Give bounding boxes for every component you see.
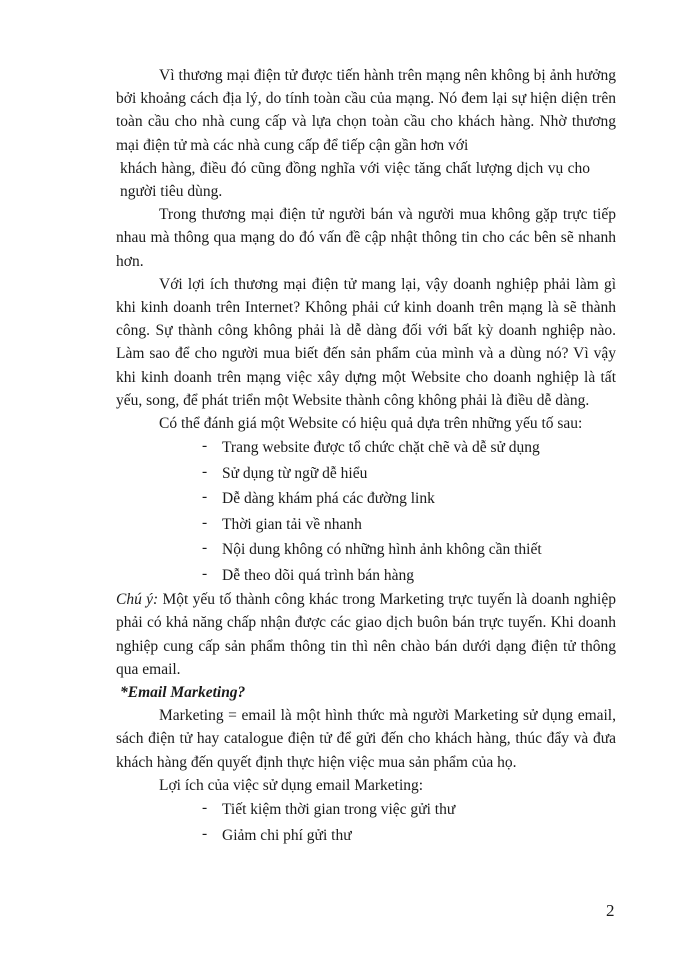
website-criteria-list [116,435,616,588]
bullet-dash: - [202,799,208,817]
bullet-dash: - [202,824,208,842]
paragraph-email-marketing-definition: Marketing = email là một hình thức mà người Marketing sử dụng email, sách điện tử hay catalogue điện tử để gửi đến cho khách hàng, thúc đẩy và đưa khách hàng đến quyết định thực hiện việc mua sản phẩm của họ. [116,707,616,771]
list-item: - Tiết kiệm thời gian trong việc gửi thư [202,797,616,823]
bullet-dash: - [202,488,208,506]
note-text: Một yếu tố thành công khác trong Marketing trực tuyến là doanh nghiệp phải có khả năng chấp nhận được các giao dịch buôn bán trực tuyến. Khi doanh nghiệp cung cấp sản phẩm thông tin thì nên chào bán dưới dạng điện tử thông qua email. [116,591,616,678]
page-body [116,64,616,848]
paragraph-direct-trade: Trong thương mại điện tử người bán và người mua không gặp trực tiếp nhau mà thông qua mạng do đó vấn đề cập nhật thông tin cho các bên sẽ nhanh hơn. [116,206,616,270]
bullet-dash: - [202,513,208,531]
paragraph-benefits-intro: Lợi ích của việc sử dụng email Marketing: [159,776,424,794]
paragraph-ecommerce-global: Vì thương mại điện tử được tiến hành trên mạng nên không bị ảnh hưởng bởi khoảng cách địa lý, do tính toàn cầu của mạng. Nó đem lại sự hiện diện trên toàn cầu cho nhà cung cấp và lựa chọn toàn cầu cho khách hàng. Nhờ thương mại điện tử mà các nhà cung cấp để tiếp cận gần hơn với [116,67,616,154]
list-item: - Thời gian tải về nhanh [202,512,616,538]
paragraph-internet-business: Với lợi ích thương mại điện tử mang lại, vậy doanh nghiệp phải làm gì khi kinh doanh trên Internet? Không phải cứ kinh doanh trên mạng là sẽ thành công. Sự thành công không phải là dễ dàng đối với bất kỳ doanh nghiệp nào. Làm sao để cho người mua biết đến sản phẩm của mình và a dùng nó? Vì vậy khi kinh doanh trên mạng việc xây dựng một Website cho doanh nghiệp là tất yếu, song, để phát triển một Website thành công không phải là điều dễ dàng. [116,275,616,409]
list-item: - Sử dụng từ ngữ dễ hiểu [202,461,616,487]
list-item: - Trang website được tổ chức chặt chẽ và dễ sử dụng [202,435,616,461]
list-item: - Nội dung không có những hình ảnh không cần thiết [202,537,616,563]
bullet-dash: - [202,564,208,582]
paragraph-evaluation-intro: Có thể đánh giá một Website có hiệu quả dựa trên những yếu tố sau: [159,415,583,433]
page-number: 2 [606,901,615,920]
bullet-dash: - [202,539,208,557]
bullet-dash: - [202,437,208,455]
list-item: - Giảm chi phí gửi thư [202,823,616,849]
note-label: Chú ý: [116,591,159,609]
paragraph-note [116,588,616,681]
list-item: - Dễ dàng khám phá các đường link [202,486,616,512]
bullet-dash: - [202,462,208,480]
paragraph-ecommerce-global-continued: khách hàng, điều đó cũng đồng nghĩa với việc tăng chất lượng dịch vụ cho người tiêu dùng. [120,159,590,201]
list-item: - Dễ theo dõi quá trình bán hàng [202,563,616,589]
email-benefits-list [116,797,616,848]
section-heading-email-marketing: *Email Marketing? [120,684,246,702]
